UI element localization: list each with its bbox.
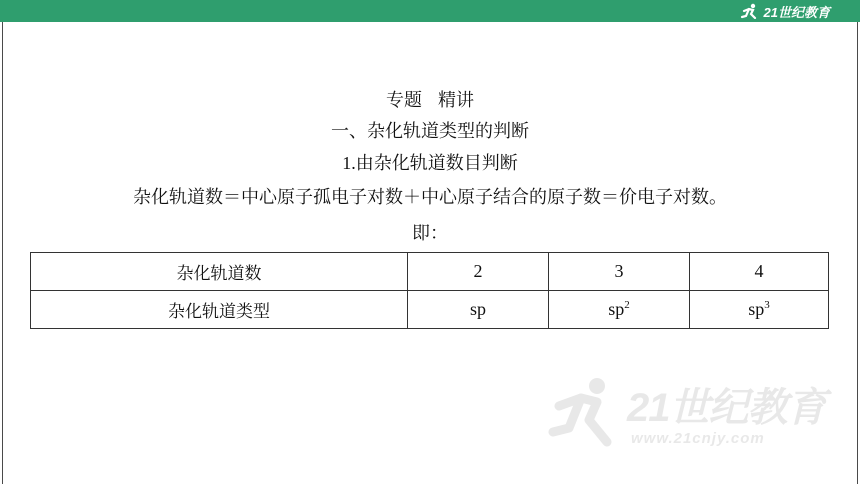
watermark-text: 21世纪教育 [627, 386, 826, 430]
brand-logo-text: 21世纪教育 [763, 4, 830, 20]
watermark-runner-icon [545, 372, 625, 452]
runner-icon [740, 3, 760, 19]
subsection-number: 1. [342, 153, 356, 173]
table-cell-value: 4 [690, 253, 829, 291]
table-cell-value: 3 [549, 253, 690, 291]
hybrid-base: sp [469, 299, 486, 319]
hybrid-superscript: 2 [624, 299, 630, 311]
hybridization-table [30, 252, 829, 329]
hybrid-base: sp [608, 299, 625, 319]
watermark-url: www.21cnjy.com [631, 430, 765, 447]
section-heading: 一、杂化轨道类型的判断 [331, 121, 529, 142]
hybrid-superscript: 3 [764, 299, 770, 311]
watermark-logo [545, 372, 845, 457]
top-header-bar [0, 0, 860, 22]
table-cell-label: 杂化轨道数 [31, 253, 408, 291]
table-cell-value [690, 291, 829, 329]
brand-logo [740, 0, 830, 22]
slide-title-part-b: 精讲 [438, 90, 474, 111]
ji-label: 即： [412, 223, 448, 244]
table-row-hybrid-type [31, 291, 829, 329]
hybrid-base: sp [748, 299, 765, 319]
subsection-text: 由杂化轨道数目判断 [355, 153, 518, 174]
table-cell-value [408, 291, 549, 329]
slide-title-part-a: 专题 [386, 90, 422, 111]
formula-text: 杂化轨道数＝中心原子孤电子对数＋中心原子结合的原子数＝价电子对数。 [133, 187, 727, 208]
table-cell-value: 2 [408, 253, 549, 291]
table-cell-value [549, 291, 690, 329]
subsection-heading [0, 149, 860, 175]
slide-title [0, 86, 860, 112]
table-cell-label: 杂化轨道类型 [31, 291, 408, 329]
table-row-orbital-count [31, 253, 829, 291]
